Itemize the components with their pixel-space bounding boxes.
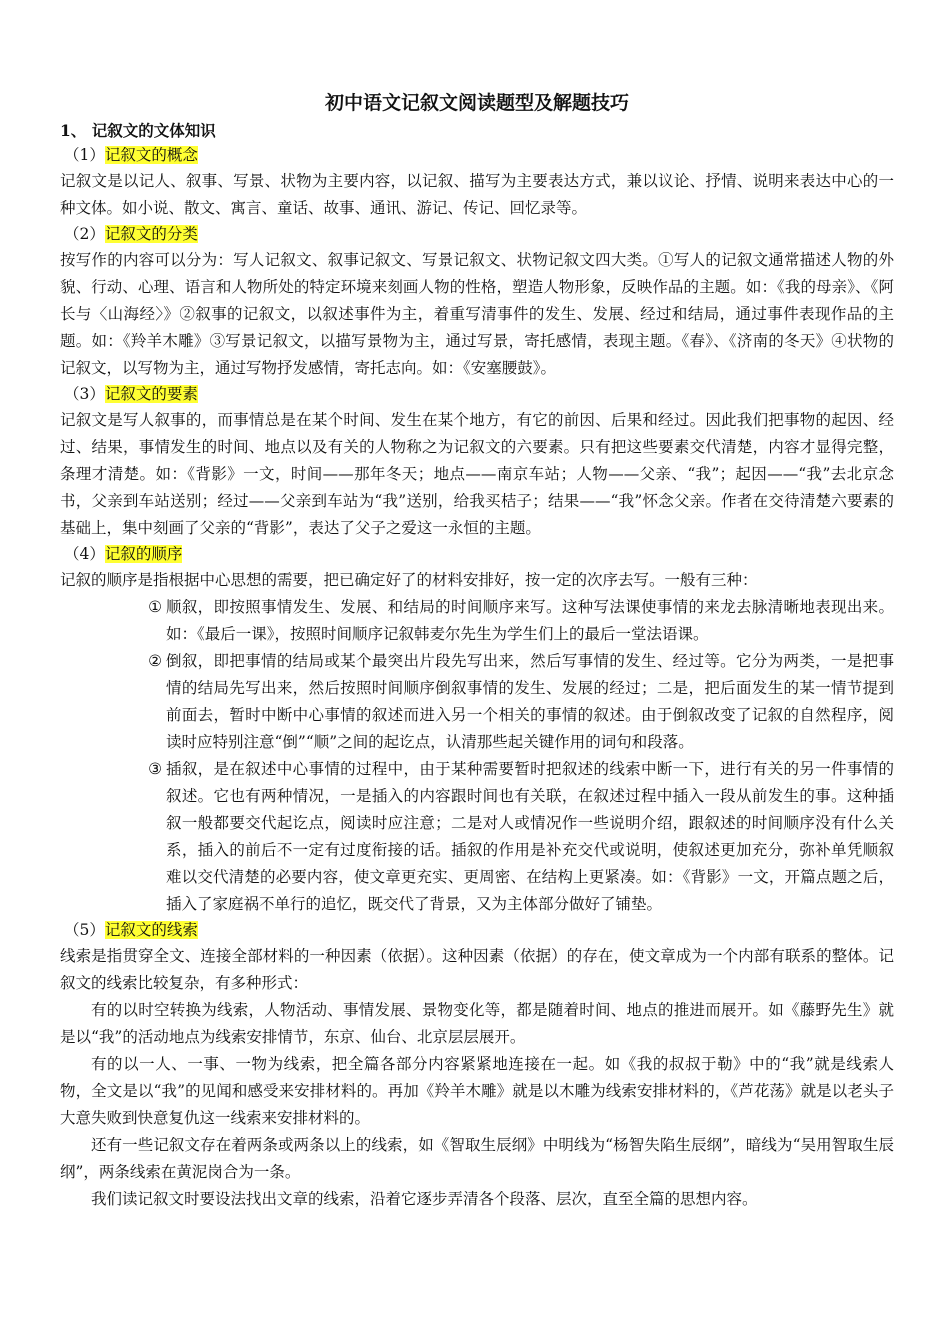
list-item-text: 倒叙，即把事情的结局或某个最突出片段先写出来，然后写事情的发生、经过等。它分为两类，一是把事情的结局先写出来，然后按照时间顺序倒叙事情的发生、发展的经过；二是，把后面发生的某一情节提到前面去，暂时中断中心事情的叙述而进入另一个相关的事情的叙述。由于倒叙改变了记叙的自然程序，阅读时应特别注意“倒”“顺”之间的起讫点，认清那些起关键作用的词句和段落。 bbox=[166, 652, 894, 751]
paragraph: 线索是指贯穿全文、连接全部材料的一种因素（依据）。这种因素（依据）的存在，使文章成为一个内部有联系的整体。记叙文的线索比较复杂，有多种形式： bbox=[60, 947, 894, 992]
subsection-number: （2） bbox=[64, 225, 105, 243]
list-item-text: 插叙，是在叙述中心事情的过程中，由于某种需要暂时把叙述的线索中断一下，进行有关的另一件事情的叙述。它也有两种情况，一是插入的内容跟时间也有关联，在叙述过程中插入一段从前发生的事。这种插叙一般都要交代起讫点，阅读时应注意；二是对人或情况作一些说明介绍，跟叙述的时间顺序没有什么关系，插入的前后不一定有过度衔接的话。插叙的作用是补充交代或说明，使叙述更加充分，弥补单凭顺叙难以交代清楚的必要内容，使文章更充实、更周密、在结构上更紧凑。如：《背影》一文，开篇点题之后，插入了家庭祸不单行的追忆，既交代了背景，又为主体部分做好了铺垫。 bbox=[166, 760, 894, 913]
subsection-heading-3 bbox=[60, 382, 894, 407]
paragraph: 有的以一人、一事、一物为线索，把全篇各部分内容紧紧地连接在一起。如《我的叔叔于勒》中的“我”就是线索人物，全文是以“我”的见闻和感受来安排材料的。再加《羚羊木雕》就是以木雕为线索安排材料的，《芦花荡》就是以老头子大意失败到快意复仇这一线索来安排材料的。 bbox=[60, 1055, 894, 1127]
list-marker: ③ bbox=[148, 760, 162, 778]
list-marker: ① bbox=[148, 598, 162, 616]
paragraph: 还有一些记叙文存在着两条或两条以上的线索，如《智取生辰纲》中明线为“杨智失陷生辰纲”，暗线为“吴用智取生辰纲”，两条线索在黄泥岗合为一条。 bbox=[60, 1136, 894, 1181]
paragraph: 按写作的内容可以分为：写人记叙文、叙事记叙文、写景记叙文、状物记叙文四大类。①写人的记叙文通常描述人物的外貌、行动、心理、语言和人物所处的特定环境来刻画人物的性格，塑造人物形象，反映作品的主题。如：《我的母亲》、《阿长与〈山海经〉》②叙事的记叙文，以叙述事件为主，着重写清事件的发生、发展、经过和结局，通过事件表现作品的主题。如：《羚羊木雕》③写景记叙文，以描写景物为主，通过写景，寄托感情，表现主题。《春》、《济南的冬天》④状物的记叙文，以写物为主，通过写物抒发感情，寄托志向。如：《安塞腰鼓》。 bbox=[60, 251, 894, 377]
paragraph: 记叙文是写人叙事的，而事情总是在某个时间、发生在某个地方，有它的前因、后果和经过。因此我们把事物的起因、经过、结果，事情发生的时间、地点以及有关的人物称之为记叙文的六要素。只有把这些要素交代清楚，内容才显得完整，条理才清楚。如：《背影》一文，时间——那年冬天；地点——南京车站；人物——父亲、“我”；起因——“我”去北京念书，父亲到车站送别；经过——父亲到车站为“我”送别，给我买桔子；结果——“我”怀念父亲。作者在交待清楚六要素的基础上，集中刻画了父亲的“背影”，表达了父子之爱这一永恒的主题。 bbox=[60, 411, 894, 537]
section-heading bbox=[60, 118, 894, 143]
subsection-heading-1 bbox=[60, 143, 894, 168]
subsection-label: 记叙文的线索 bbox=[104, 921, 198, 939]
paragraph: 有的以时空转换为线索，人物活动、事情发展、景物变化等，都是随着时间、地点的推进而展开。如《藤野先生》就是以“我”的活动地点为线索安排情节，东京、仙台、北京层层展开。 bbox=[60, 1001, 894, 1046]
list-marker: ② bbox=[148, 652, 162, 670]
section-number: 1、 bbox=[60, 121, 87, 140]
document-title: 初中语文记叙文阅读题型及解题技巧 bbox=[324, 92, 629, 114]
list-item bbox=[60, 648, 894, 756]
paragraph: 我们读记叙文时要设法找出文章的线索，沿着它逐步弄清各个段落、层次，直至全篇的思想内容。 bbox=[91, 1190, 758, 1208]
subsection-label: 记叙文的要素 bbox=[104, 385, 198, 403]
subsection-label: 记叙的顺序 bbox=[104, 545, 183, 563]
subsection-heading-5 bbox=[60, 918, 894, 943]
document-page bbox=[60, 88, 894, 1213]
subsection-label: 记叙文的分类 bbox=[104, 225, 198, 243]
list-item-text: 顺叙，即按照事情发生、发展、和结局的时间顺序来写。这种写法课使事情的来龙去脉清晰地表现出来。如：《最后一课》，按照时间顺序记叙韩麦尔先生为学生们上的最后一堂法语课。 bbox=[166, 598, 894, 643]
list-item bbox=[60, 594, 894, 648]
subsection-heading-4 bbox=[60, 542, 894, 567]
subsection-number: （5） bbox=[64, 921, 105, 939]
section-label: 记叙文的文体知识 bbox=[91, 121, 216, 140]
subsection-label: 记叙文的概念 bbox=[104, 146, 198, 164]
subsection-number: （3） bbox=[64, 385, 105, 403]
list-item bbox=[60, 756, 894, 918]
subsection-number: （1） bbox=[64, 146, 105, 164]
subsection-heading-2 bbox=[60, 222, 894, 247]
subsection-number: （4） bbox=[64, 545, 105, 563]
paragraph: 记叙的顺序是指根据中心思想的需要，把已确定好了的材料安排好，按一定的次序去写。一般有三种： bbox=[60, 571, 758, 589]
paragraph: 记叙文是以记人、叙事、写景、状物为主要内容，以记叙、描写为主要表达方式，兼以议论、抒情、说明来表达中心的一种文体。如小说、散文、寓言、童话、故事、通讯、游记、传记、回忆录等。 bbox=[60, 172, 894, 217]
